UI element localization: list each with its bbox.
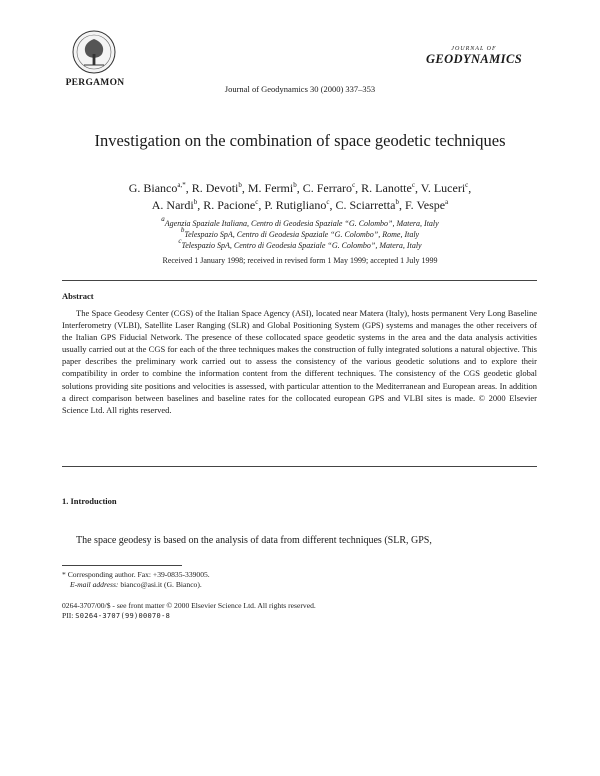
email-note: E-mail address: bianco@asi.it (G. Bianco). [70, 580, 202, 589]
journal-logo-top: JOURNAL OF [451, 46, 497, 52]
affiliation: $^b$Telespazio SpA, Centro di Geodesia Spaziale “G. Colombo”, Rome, Italy [180, 226, 420, 239]
author: C. Ferraro$^c$, [302, 181, 362, 195]
author: P. Rutigliano$^c$, [264, 198, 336, 212]
paper-title: Investigation on the combination of space geodetic techniques [94, 131, 506, 150]
copyright-line: 0264-3707/00/$ - see front matter © 2000 Elsevier Science Ltd. All rights reserved. [62, 601, 316, 610]
author: R. Pacione$^c$, [203, 198, 265, 212]
received-dates: Received 1 January 1998; received in revised form 1 May 1999; accepted 1 July 1999 [162, 256, 438, 265]
divider-bottom [62, 466, 537, 467]
author: C. Sciarretta$^b$, [335, 198, 405, 212]
divider-top [62, 280, 537, 281]
author: A. Nardi$^b$, [151, 198, 204, 212]
footnote [62, 570, 210, 590]
pii-line: PII: S0264-3707(99)00070-8 [62, 611, 171, 620]
affiliation: $^a$Agenzia Spaziale Italiana, Centro di Geodesia Spaziale “G. Colombo”, Matera, Italy [161, 215, 439, 228]
author: R. Devoti$^b$, [191, 181, 248, 195]
section-heading-introduction: 1. Introduction [62, 496, 117, 506]
footnote-divider [62, 565, 182, 566]
author: G. Bianco$^{a,*}$, [128, 181, 192, 195]
abstract-text: The Space Geodesy Center (CGS) of the Italian Space Agency (ASI), located near Matera (Italy), hosts permanent Very Long Baseline Interferometry (VLBI), Satellite Laser Ranging (SLR) and Global Positioning System (GPS) systems and manages the other receivers of the Italian GPS Fiducial Network. The presence of these collocated space geodetic systems in the area and the data analysis activities usually carried out at the CGS for each of the three techniques makes the construction of fully integrated solutions a natural objective. This paper describes the preliminary work carried out to assess the consistency of the various geodetic solutions and to explore their compatibility in order to combine the information content from the different techniques. The consistency of the CGS geodetic global solutions providing site positions and velocities is assessed, with particular attention to the Mediterranean and European areas. In addition a direct comparison between baselines and baseline rates for the collocated european GPS and VLBI sites is made. © 2000 Elsevier Science Ltd. All rights reserved. [62, 308, 537, 415]
author: F. Vespe$^a$ [404, 198, 449, 212]
author-list [60, 180, 540, 214]
author: R. Lanotte$^c$, [361, 181, 421, 195]
introduction-text: The space geodesy is based on the analysis of data from different techniques (SLR, GPS, [76, 535, 432, 546]
affiliations [60, 215, 540, 251]
affiliation: $^c$Telespazio SpA, Centro di Geodesia Spaziale “G. Colombo”, Matera, Italy [178, 237, 422, 250]
journal-logo-main: GEODYNAMICS [425, 52, 523, 66]
author: V. Luceri$^c$, [420, 181, 472, 195]
abstract-heading: Abstract [62, 291, 94, 301]
copyright-block [62, 601, 316, 621]
journal-logo [418, 46, 530, 66]
journal-reference: Journal of Geodynamics 30 (2000) 337–353 [224, 84, 376, 94]
author: M. Fermi$^b$, [247, 181, 303, 195]
publisher-name: PERGAMON [65, 78, 125, 88]
publisher-tree-emblem-icon [72, 30, 116, 74]
publisher-logo [62, 28, 128, 90]
corresponding-author-note: * Corresponding author. Fax: +39-0835-339005. [62, 570, 210, 579]
